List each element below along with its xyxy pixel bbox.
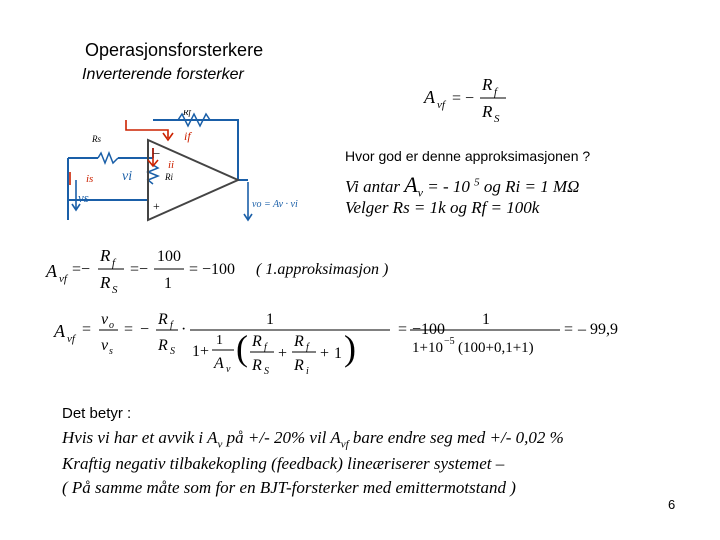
line1-pre: Hvis vi har et avvik i A xyxy=(62,428,218,447)
label-ii: ii xyxy=(168,159,175,171)
svg-text:v: v xyxy=(101,337,109,354)
svg-text:v: v xyxy=(101,311,109,328)
exact-num: 1 xyxy=(482,311,490,328)
svg-text:vf: vf xyxy=(67,333,75,345)
svg-text:1: 1 xyxy=(334,345,342,362)
label-plus: + xyxy=(153,199,160,213)
formula-top-lhs: A xyxy=(424,87,435,107)
question-text: Hvor god er denne approksimasjonen ? xyxy=(345,148,591,164)
assume-tail: og Ri = 1 MΩ xyxy=(479,177,580,196)
svg-text:A: A xyxy=(54,321,65,341)
svg-text:o: o xyxy=(109,320,114,331)
svg-text:R: R xyxy=(252,357,262,374)
svg-text:i: i xyxy=(306,366,309,377)
svg-text:·: · xyxy=(181,321,187,338)
svg-text:): ) xyxy=(344,328,356,368)
svg-text:R: R xyxy=(252,333,262,350)
svg-text:1+: 1+ xyxy=(192,343,210,360)
bjt-comparison-line: ( På samme måte som for en BJT-forsterker med emittermotstand ) xyxy=(62,478,516,497)
svg-text:s: s xyxy=(109,346,113,357)
formula-avf-definition xyxy=(420,70,520,125)
exact-den-exp: −5 xyxy=(444,336,455,347)
svg-text:1: 1 xyxy=(266,311,274,328)
approx-den2: 1 xyxy=(164,275,172,292)
label-ri: Ri xyxy=(165,172,173,182)
svg-text:=−: =− xyxy=(130,261,149,278)
formula-first-approximation xyxy=(42,244,422,296)
approx-den1: R xyxy=(100,273,111,292)
component-choice: Velger Rs = 1k og Rf = 100k xyxy=(345,198,540,217)
approx-den1-sub: S xyxy=(112,284,118,296)
assumption-line xyxy=(345,172,579,200)
formula-exact xyxy=(50,308,650,390)
formula-top-num: R xyxy=(482,75,493,94)
exact-den-rest: (100+0,1+1) xyxy=(458,340,534,356)
slide-title: Operasjonsforsterkere xyxy=(85,40,264,60)
svg-text:=: = xyxy=(124,321,134,338)
svg-text:=−: =− xyxy=(72,261,91,278)
exact-result: – 99,9 xyxy=(578,321,618,338)
approx-lhs-sub: vf xyxy=(59,273,67,285)
svg-text:+: + xyxy=(320,345,330,362)
approx-note: ( 1.approksimasjon ) xyxy=(256,261,389,278)
feedback-line: Kraftig negativ tilbakekopling (feedback) lineæriserer systemet – xyxy=(62,454,505,473)
slide-subtitle: Inverterende forsterker xyxy=(82,66,244,83)
op-amp-triangle xyxy=(148,140,238,220)
approx-num2: 100 xyxy=(157,248,181,265)
svg-text:=: = xyxy=(398,321,408,338)
label-rf: Rf xyxy=(183,110,191,117)
formula-top-eq: = − xyxy=(452,90,475,107)
page-number: 6 xyxy=(668,497,676,512)
label-vi: vi xyxy=(122,169,133,184)
svg-text:v: v xyxy=(226,364,231,375)
svg-text:=: = xyxy=(564,321,574,338)
svg-text:A: A xyxy=(214,355,224,372)
approx-num1: R xyxy=(100,246,111,265)
svg-text:f: f xyxy=(264,342,267,353)
formula-top-den-sub: S xyxy=(494,113,500,125)
svg-text:=: = xyxy=(189,261,199,278)
label-vs: vs xyxy=(78,190,89,205)
label-rs: Rs xyxy=(92,134,101,144)
svg-text:+: + xyxy=(278,345,288,362)
svg-text:(: ( xyxy=(236,328,248,368)
svg-text:R: R xyxy=(294,357,304,374)
assume-a: A xyxy=(404,172,418,197)
svg-text:S: S xyxy=(170,346,175,357)
assume-v: v xyxy=(417,185,423,200)
svg-text:S: S xyxy=(264,366,269,377)
svg-text:−: − xyxy=(140,321,150,338)
svg-text:f: f xyxy=(170,320,173,331)
svg-text:1: 1 xyxy=(216,333,223,348)
formula-top-num-sub: f xyxy=(494,86,498,98)
deviation-line xyxy=(62,428,564,450)
svg-text:=: = xyxy=(82,321,92,338)
label-vo: vo = Av · vi xyxy=(252,199,298,210)
line1-mid: på +/- 20% vil A xyxy=(222,428,341,447)
line1-sub2: vf xyxy=(340,438,349,451)
label-is: is xyxy=(86,173,94,185)
svg-text:f: f xyxy=(306,342,309,353)
assume-prefix: Vi antar xyxy=(345,177,405,196)
label-minus: − xyxy=(153,146,161,161)
line1-post: bare endre seg med +/- 0,02 % xyxy=(348,428,564,447)
svg-text:R: R xyxy=(158,311,168,328)
label-if: if xyxy=(184,129,191,143)
means-label: Det betyr : xyxy=(62,405,132,422)
line1-sub1: v xyxy=(217,438,223,451)
svg-text:R: R xyxy=(294,333,304,350)
exact-den-start: 1+10 xyxy=(412,340,443,356)
approx-lhs: A xyxy=(46,261,57,281)
formula-top-lhs-sub: vf xyxy=(437,99,445,111)
assume-mid: = - 10 xyxy=(422,177,475,196)
formula-top-den: R xyxy=(482,102,493,121)
approx-result: −100 xyxy=(202,261,236,278)
exact-factor: −100 xyxy=(412,321,446,338)
svg-text:R: R xyxy=(158,337,168,354)
inverting-amplifier-schematic xyxy=(58,110,328,235)
assume-exp: 5 xyxy=(474,176,480,189)
approx-num1-sub: f xyxy=(112,257,116,269)
